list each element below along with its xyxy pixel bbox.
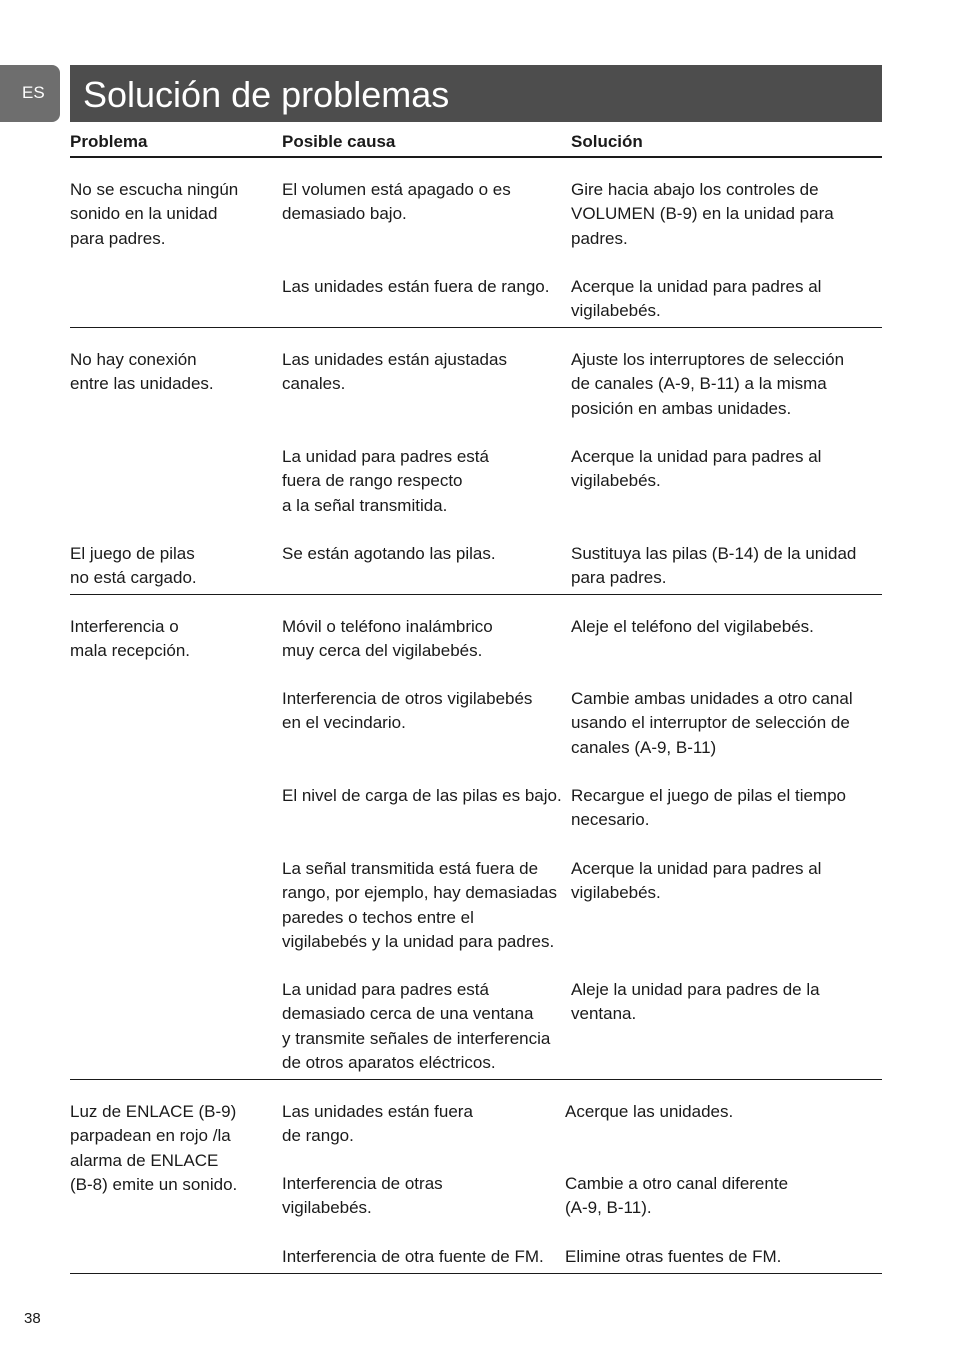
language-tab: ES: [0, 65, 60, 122]
table-row-cause: El volumen está apagado o es demasiado bajo.: [282, 180, 511, 224]
table-bottom-rule: [70, 1273, 882, 1274]
table-row-cause: La unidad para padres está fuera de rango respecto a la señal transmitida.: [282, 447, 489, 515]
table-row-cause: El nivel de carga de las pilas es bajo.: [282, 786, 562, 805]
table-row-cause: Interferencia de otra fuente de FM.: [282, 1247, 544, 1266]
page-number: 38: [24, 1310, 41, 1327]
table-row-solution: Cambie a otro canal diferente (A-9, B-11).: [565, 1174, 789, 1218]
column-header-solution: Solución: [571, 132, 643, 151]
table-row-solution: Acerque las unidades.: [565, 1102, 734, 1121]
table-row-cause: Interferencia de otros vigilabebés en el vecindario.: [282, 689, 533, 733]
table-row-problem: No hay conexión entre las unidades.: [70, 350, 214, 394]
table-row-problem: El juego de pilas no está cargado.: [70, 544, 197, 588]
column-header-cause: Posible causa: [282, 132, 396, 151]
table-row-solution: Aleje el teléfono del vigilabebés.: [571, 617, 814, 636]
group-divider: [70, 327, 882, 328]
table-row-solution: Ajuste los interruptores de selección de canales (A-9, B-11) a la misma posición en ambas unidades.: [571, 350, 845, 418]
table-row-solution: Acerque la unidad para padres al vigilabebés.: [571, 277, 822, 321]
group-divider: [70, 1079, 882, 1080]
table-row-solution: Recargue el juego de pilas el tiempo necesario.: [571, 786, 847, 830]
table-row-problem: Interferencia o mala recepción.: [70, 617, 191, 661]
table-row-problem: No se escucha ningún sonido en la unidad para padres.: [70, 180, 239, 248]
column-header-problem: Problema: [70, 132, 148, 151]
table-header: [70, 130, 882, 158]
table-row-solution: Sustituya las pilas (B-14) de la unidad para padres.: [571, 544, 857, 588]
table-row-solution: Elimine otras fuentes de FM.: [565, 1247, 782, 1266]
table-row-cause: Se están agotando las pilas.: [282, 544, 496, 563]
table-row-solution: Acerque la unidad para padres al vigilabebés.: [571, 859, 822, 903]
table-row-cause: La unidad para padres está demasiado cerca de una ventana y transmite señales de interferencia de otros aparatos eléctricos.: [282, 980, 551, 1072]
table-row-solution: Cambie ambas unidades a otro canal usando el interruptor de selección de canales (A-9, B-11): [571, 689, 853, 757]
page-title: Solución de problemas: [70, 65, 882, 122]
table-row-cause: Las unidades están ajustadas canales.: [282, 350, 507, 394]
table-row-cause: Móvil o teléfono inalámbrico muy cerca del vigilabebés.: [282, 617, 493, 661]
table-row-solution: Aleje la unidad para padres de la ventana.: [571, 980, 820, 1024]
table-row-problem: Luz de ENLACE (B-9) parpadean en rojo /la alarma de ENLACE (B-8) emite un sonido.: [70, 1102, 238, 1194]
table-row-cause: Las unidades están fuera de rango.: [282, 277, 550, 296]
table-row-solution: Gire hacia abajo los controles de VOLUMEN (B-9) en la unidad para padres.: [571, 180, 834, 248]
table-row-solution: Acerque la unidad para padres al vigilabebés.: [571, 447, 822, 491]
table-row-cause: Las unidades están fuera de rango.: [282, 1102, 473, 1146]
group-divider: [70, 594, 882, 595]
table-row-cause: Interferencia de otras vigilabebés.: [282, 1174, 443, 1218]
table-row-cause: La señal transmitida está fuera de rango, por ejemplo, hay demasiadas paredes o techos entre el vigilabebés y la unidad para padres.: [282, 859, 557, 951]
